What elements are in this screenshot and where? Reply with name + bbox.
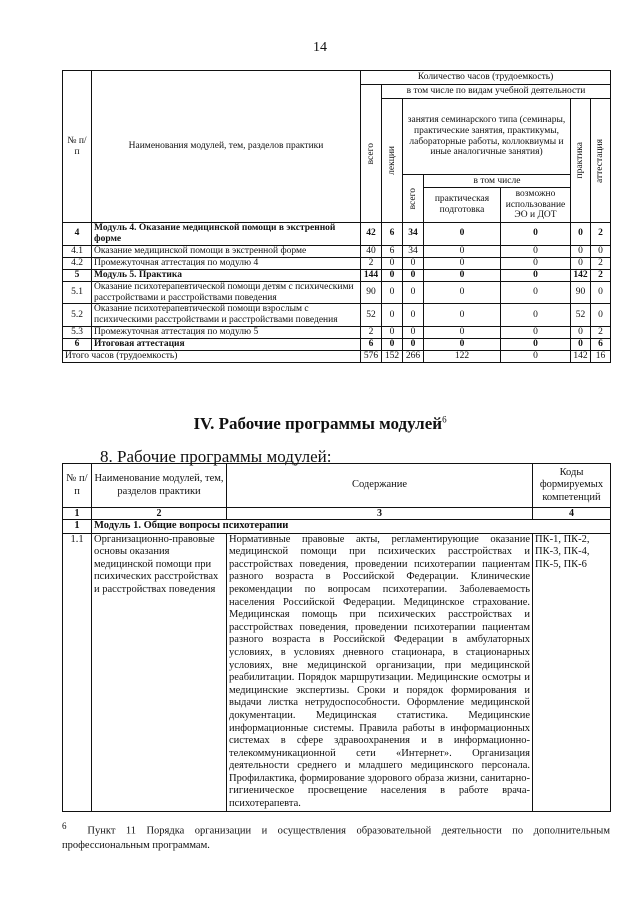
row-number: 4	[63, 223, 92, 246]
row-practice: 52	[571, 304, 591, 327]
module-title: Модуль 1. Общие вопросы психотерапии	[92, 520, 611, 534]
topic-content: Нормативные правовые акты, регламентирующие оказание медицинской помощи при психических расстройствах и расстройствах поведения, проведении психотерапии пациентам разного возраста в Российской Федерации. Клинические рекомендации по вопросам психотерапии. Заболеваемость населения Российской Федерации. Медицинское страхование. Медицинская помощь при психических расстройствах и расстройствах поведения, проведении психотерапии пациентам разного возраста в Российской Федерации в амбулаторных условиях, в условиях дневного стационара, в стационарных условиях, вне медицинской организации, при медицинской реабилитации. Порядок маршрутизации. Медицинские осмотры и медицинские экспертизы. Сроки и порядок формирования и выдачи листка нетрудоспособности. Оформление медицинской документации. Медицинская статистика. Медицинские информационные системы. Правила работы в информационных системах в сфере здравоохранения и в информационно-телекоммуникационной сети «Интернет». Организация деятельности среднего и младшего медицинского персонала. Профилактика, формирование здорового образа жизни, санитарно-гигиеническое просвещение населения в работе врача-психотерапевта.	[227, 533, 533, 811]
row-attestation: 0	[591, 304, 611, 327]
row-name: Промежуточная аттестация по модулю 4	[92, 257, 361, 269]
row-number: 4.2	[63, 257, 92, 269]
total-hours: 576	[361, 351, 382, 363]
row-practical-training: 0	[424, 269, 501, 281]
row-lectures: 0	[382, 339, 403, 351]
row-total: 40	[361, 245, 382, 257]
row-practical-training: 0	[424, 281, 501, 304]
row-seminar: 0	[403, 327, 424, 339]
row-eo-dot: 0	[501, 304, 571, 327]
header-codes: Коды формируемых компетенций	[533, 464, 611, 508]
col-number: 3	[227, 508, 533, 520]
topic-number: 1.1	[63, 533, 92, 811]
row-practical-training: 0	[424, 245, 501, 257]
header-seminar-group: занятия семинарского типа (семинары, практические занятия, практикумы, лабораторные работы, коллоквиумы и иные аналогичные занятия)	[403, 99, 571, 175]
row-number: 5	[63, 269, 92, 281]
row-number: 6	[63, 339, 92, 351]
row-number: 4.1	[63, 245, 92, 257]
modules-table	[62, 463, 611, 812]
row-practical-training: 0	[424, 257, 501, 269]
topic-codes: ПК-1, ПК-2, ПК-3, ПК-4, ПК-5, ПК-6	[533, 533, 611, 811]
row-seminar: 34	[403, 245, 424, 257]
row-practice: 0	[571, 223, 591, 246]
footnote: $^6$ Пункт 11 Порядка организации и осуществления образовательной деятельности по дополнительным профессиональным программам.	[62, 821, 611, 851]
row-practice: 90	[571, 281, 591, 304]
row-lectures: 6	[382, 223, 403, 246]
module-number: 1	[63, 520, 92, 534]
row-eo-dot: 0	[501, 269, 571, 281]
header-including: в том числе	[424, 175, 571, 188]
header-seminar-total: всего	[403, 175, 424, 223]
topic-name: Организационно-правовые основы оказания медицинской помощи при психических расстройствах и расстройствах поведения	[92, 533, 227, 811]
row-attestation: 2	[591, 223, 611, 246]
row-attestation: 2	[591, 327, 611, 339]
table-row	[63, 327, 611, 339]
table-row	[63, 281, 611, 304]
header-practical-training: практическая подготовка	[424, 188, 501, 223]
row-lectures: 0	[382, 257, 403, 269]
row-practice: 0	[571, 257, 591, 269]
section-title: IV. Рабочие программы модулей$^6$	[193, 414, 447, 433]
table-row	[63, 223, 611, 246]
header-hours-group: Количество часов (трудоемкость)	[361, 71, 611, 85]
hours-table	[62, 70, 611, 363]
footnote-divider	[62, 811, 202, 812]
total-eo-dot: 0	[501, 351, 571, 363]
total-attestation: 16	[591, 351, 611, 363]
row-seminar: 0	[403, 269, 424, 281]
row-total: 2	[361, 327, 382, 339]
row-attestation: 2	[591, 269, 611, 281]
row-eo-dot: 0	[501, 339, 571, 351]
row-eo-dot: 0	[501, 327, 571, 339]
row-number: 5.1	[63, 281, 92, 304]
header-eo-dot: возможно использование ЭО и ДОТ	[501, 188, 571, 223]
total-seminar: 266	[403, 351, 424, 363]
table-row	[63, 304, 611, 327]
row-lectures: 0	[382, 281, 403, 304]
header-total: всего	[361, 85, 382, 223]
row-practical-training: 0	[424, 304, 501, 327]
row-total: 52	[361, 304, 382, 327]
header-name: Наименования модулей, тем, разделов практики	[92, 71, 361, 223]
row-lectures: 0	[382, 327, 403, 339]
header-attestation: аттестация	[591, 99, 611, 223]
table-row	[63, 339, 611, 351]
row-lectures: 0	[382, 269, 403, 281]
header-lectures: лекции	[382, 99, 403, 223]
col-number: 4	[533, 508, 611, 520]
row-seminar: 34	[403, 223, 424, 246]
row-lectures: 6	[382, 245, 403, 257]
row-attestation: 0	[591, 245, 611, 257]
row-lectures: 0	[382, 304, 403, 327]
row-eo-dot: 0	[501, 223, 571, 246]
total-lectures: 152	[382, 351, 403, 363]
header-practice: практика	[571, 99, 591, 223]
row-number: 5.3	[63, 327, 92, 339]
header-no: № п/п	[63, 71, 92, 223]
row-eo-dot: 0	[501, 245, 571, 257]
row-name: Модуль 5. Практика	[92, 269, 361, 281]
row-seminar: 0	[403, 339, 424, 351]
row-total: 144	[361, 269, 382, 281]
row-eo-dot: 0	[501, 257, 571, 269]
row-name: Оказание психотерапевтической помощи взрослым с психическими расстройствами и расстройствами поведения	[92, 304, 361, 327]
table-row	[63, 245, 611, 257]
row-name: Итоговая аттестация	[92, 339, 361, 351]
row-attestation: 6	[591, 339, 611, 351]
row-number: 5.2	[63, 304, 92, 327]
row-practice: 0	[571, 327, 591, 339]
row-total: 6	[361, 339, 382, 351]
row-practice: 0	[571, 339, 591, 351]
header-activity-group: в том числе по видам учебной деятельности	[382, 85, 611, 99]
row-name: Промежуточная аттестация по модулю 5	[92, 327, 361, 339]
col-number: 1	[63, 508, 92, 520]
footnote-ref[interactable]: 6	[442, 414, 447, 425]
subsection-title: 8. Рабочие программы модулей:	[100, 447, 332, 466]
total-practice: 142	[571, 351, 591, 363]
row-name: Модуль 4. Оказание медицинской помощи в экстренной форме	[92, 223, 361, 246]
footnote-mark: 6	[62, 821, 67, 831]
page-number: 14	[313, 40, 327, 55]
row-seminar: 0	[403, 257, 424, 269]
col-number: 2	[92, 508, 227, 520]
header-name: Наименование модулей, тем, разделов практики	[92, 464, 227, 508]
row-seminar: 0	[403, 281, 424, 304]
row-practical-training: 0	[424, 327, 501, 339]
row-seminar: 0	[403, 304, 424, 327]
row-name: Оказание медицинской помощи в экстренной форме	[92, 245, 361, 257]
row-practical-training: 0	[424, 339, 501, 351]
table-row	[63, 257, 611, 269]
row-total: 90	[361, 281, 382, 304]
row-attestation: 0	[591, 281, 611, 304]
table-row	[63, 269, 611, 281]
row-practice: 0	[571, 245, 591, 257]
row-total: 42	[361, 223, 382, 246]
row-practical-training: 0	[424, 223, 501, 246]
row-attestation: 2	[591, 257, 611, 269]
header-no: № п/п	[63, 464, 92, 508]
row-total: 2	[361, 257, 382, 269]
row-practice: 142	[571, 269, 591, 281]
row-eo-dot: 0	[501, 281, 571, 304]
row-name: Оказание психотерапевтической помощи детям с психическими расстройствами и расстройствами поведения	[92, 281, 361, 304]
total-label: Итого часов (трудоемкость)	[63, 351, 361, 363]
header-content: Содержание	[227, 464, 533, 508]
total-practical-training: 122	[424, 351, 501, 363]
